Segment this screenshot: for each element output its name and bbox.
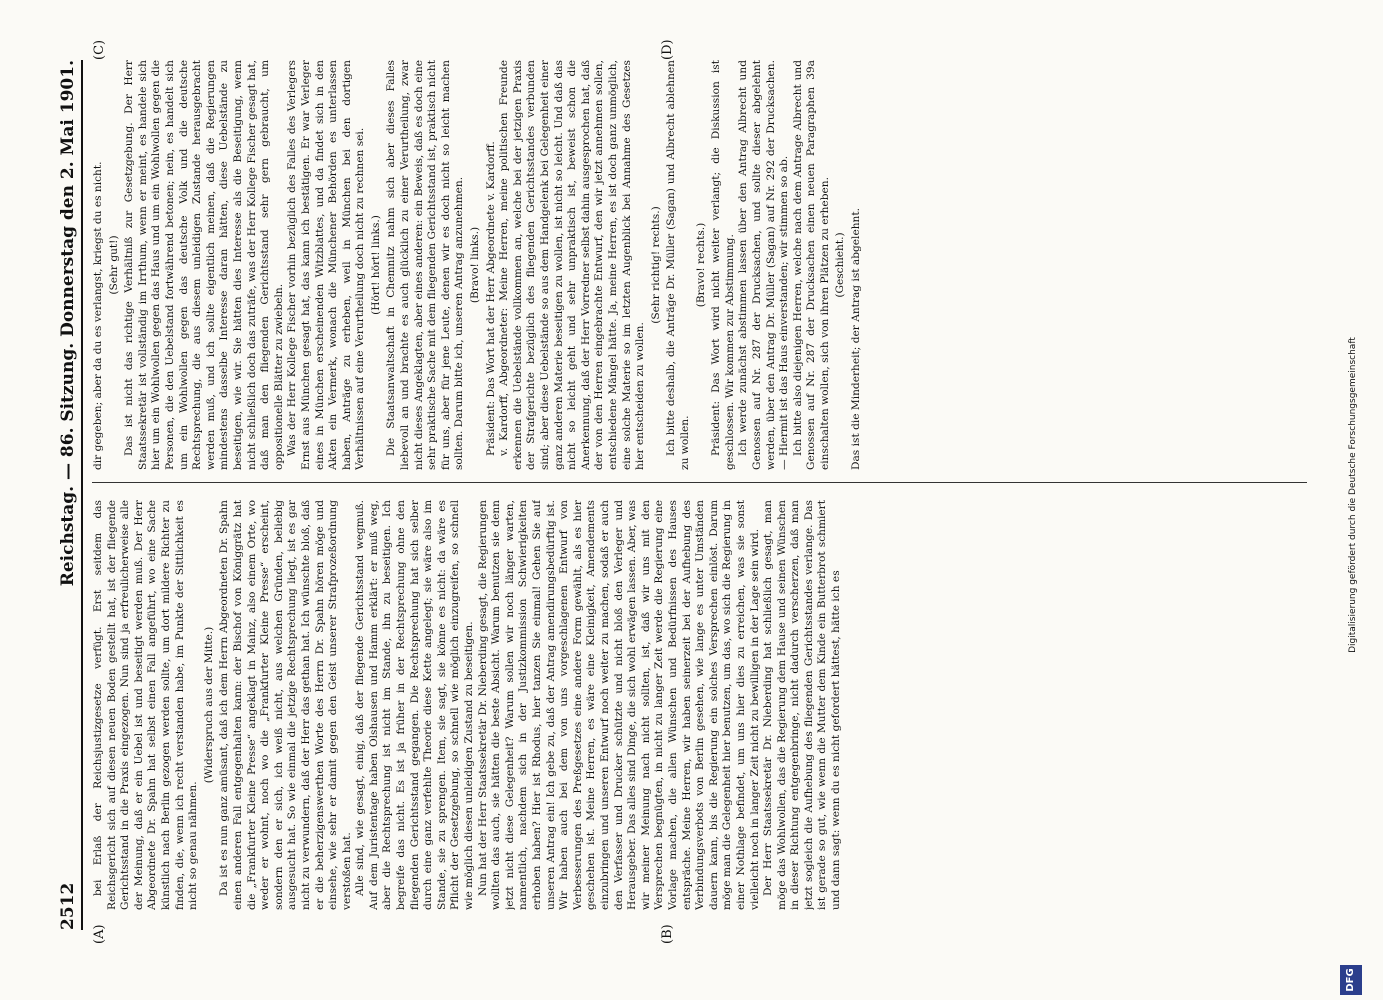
- paragraph: Der Herr Staatssekretär Dr. Nieberding hat schließlich gesagt, man möge das Wohlwollen, das die Regierung dem Hause und seinen Wünschen in dieser Richtung entgegenbringe, nicht dadurch verscherzen, daß man jetzt sogleich die Aufhebung des fliegenden Gerichtsstandes verlange. Das ist gerade so gut, wie wenn die Mutter dem Kinde ein Butterbrot schmiert und dann sagt: wenn du es nicht gefordert hättest, hätte ich es: [762, 500, 843, 910]
- paragraph: dir gegeben; aber da du es verlangst, kriegst du es nicht.: [92, 161, 104, 470]
- paragraph: Ich werde zunächst abstimmen lassen über den Antrag Albrecht und Genossen auf Nr. 287 der Drucksachen, und sollte dieser abgelehnt werden, über den Antrag Dr. Müller (Sagan) auf Nr. 292 der Drucksachen. — Hiermit ist das Haus einverstanden; wir stimmen so ab.: [737, 60, 791, 470]
- paragraph: Das ist die Minderheit; der Antrag ist abgelehnt.: [850, 208, 863, 470]
- paragraph: Das ist nicht das richtige Verhältniß zur Gesetzgebung. Der Herr Staatssekretär ist vollständig im Irrthum, wenn er meint, es handele sich hier um ein Wohlwollen gegen das Haus und um ein Wohlwollen gegen die Personen, die den Uebelstand fortwährend betonen; nein, es handelt sich um ein Wohlwollen gegen das deutsche Volk und die deutsche Rechtsprechung, die aus diesem unleidigen Zustande herausgebracht werden muß, und ich sollte eigentlich meinen, daß die Regierungen mindestens dasselbe Interesse daran hätten, diese Uebelstände zu beseitigen, wie wir. Sie hätten dies Interesse als die Beseitigung, wenn nicht schließlich doch das zuträfe, was der Herr Kollege Fischer gesagt hat, daß man den fliegenden Gerichtsstand sehr gern gebraucht, um oppositionelle Blätter zu zwiebeln.: [123, 60, 285, 470]
- margin-marker-d: (D): [660, 39, 675, 60]
- paragraph: Nun hat der Herr Staatssekretär Dr. Nieberding gesagt, die Regierungen wollten das auch, sie hätten die beste Absicht. Warum benutzen sie denn jetzt nicht diese Gelegenheit? Warum sollen wir noch länger warten, namentlich, nachdem sich in der Justizkommission Schwierigkeiten erhoben haben? Hier ist Rhodus, hier tanzen Sie einmal! Gehen Sie auf unseren Antrag ein! Ich gebe zu, daß der Antrag amendirungsbedürftig ist. Wir haben auch bei dem von uns vorgeschlagenen Entwurf von Verbesserungen des Preßgesetzes eine andere Form gewählt, als es hier geschehen ist. Meine Herren, es wäre eine Kleinigkeit, Amendements einzubringen und unseren Entwurf noch weiter zu machen, sodaß er auch den Verfasser und Drucker schützte und nicht bloß den Verleger und Herausgeber. Das alles sind Dinge, die sich wohl erwägen lassen. Aber, was wir meiner Meinung nach nicht sollten, ist, daß wir uns mit den Versprechen begnügten, in nicht zu langer Zeit werde die Regierung eine Vorlage machen, die allen Wünschen und Bedürfnissen des Hauses entspräche. Meine Herren, wir haben seinerzeit bei der Aufhebung des Verbindungsverbots von Berlin gesehen, wie lange es unter Umständen dauern kann, bis die Regierung ein solches Versprechen einlöst. Darum möge man die Gelegenheit hier benutzen, um das, wo sich die Regierung in einer Nothlage befindet, um uns hier dies zu erreichen, was sie sonst vielleicht noch in langer Zeit nicht zu bewilligen in der Lage sein wird.: [476, 500, 761, 910]
- interjection: (Bravo! rechts.): [694, 222, 707, 308]
- margin-marker-a: (A): [92, 924, 107, 944]
- interjection: (Hört! hört! links.): [369, 215, 382, 315]
- page-number: 2512: [58, 882, 78, 930]
- paragraph: Ich bitte deshalb, die Anträge Dr. Müller (Sagan) und Albrecht ablehnen zu wollen.: [665, 60, 691, 470]
- paragraph: v. Kardorff, Abgeordneter: Meine Herren, meine politischen Freunde erkennen die Uebelstände vollkommen an, welche bei der jetzigen Praxis der Strafgerichte bezüglich des fliegenden Gerichtsstandes verbunden sind; aber diese Uebelstände so aus dem Handgelenk bei Gelegenheit einer ganz anderen Materie beseitigen zu wollen, ist nicht so leicht. Und daß das nicht so leicht geht und sehr unpraktisch ist, beweist schon die Anerkennung, daß der Herr Vorredner selbst dahin ausgesprochen hat, daß der von den Herren eingebrachte Entwurf, den wir jetzt annehmen sollen, entschiedene Mängel hätte. Ja, meine Herren, es ist doch ganz unmöglich, eine solche Materie so im letzten Augenblick bei Annahme des Gesetzes hier entscheiden zu wollen.: [498, 60, 647, 470]
- paragraph: Präsident: Das Wort wird nicht weiter verlangt; die Diskussion ist geschlossen. Wir kommen zur Abstimmung.: [710, 60, 736, 470]
- dfg-logo: DFG: [1340, 965, 1362, 995]
- paragraph: Präsident: Das Wort hat der Herr Abgeordnete v. Kardorff.: [484, 141, 497, 456]
- paragraph: Ich bitte also diejenigen Herren, welche nach dem Antrage Albrecht und Genossen auf Nr. 287 der Drucksachen einen neuen Paragraphen 39a einschalten wollen, sich von ihren Plätzen zu erheben.: [791, 60, 831, 470]
- interjection: (Widerspruch aus der Mitte.): [202, 626, 215, 784]
- paragraph: Die Staatsanwaltschaft in Chemnitz nahm sich aber dieses Falles liebevoll an und brachte es auch glücklich zu einer Verurtheilung, zwar nicht dieses Angeklagten, aber eines anderen: ein Beweis, daß es doch eine sehr praktische Sache mit dem fliegenden Gerichtsstand ist, praktisch nicht für uns, aber für jene Leute, denen wir es doch nicht so leicht machen sollten. Darum bitte ich, unseren Antrag anzunehmen.: [385, 60, 466, 470]
- interjection: (Sehr richtig! rechts.): [649, 206, 662, 324]
- right-text-column: [92, 60, 1307, 470]
- paragraph: Da ist es nun ganz amüsant, daß ich dem Herrn Abgeordneten Dr. Spahn einen anderen Fall entgegenhalten kann: der Bischof von Königgrätz hat die „Frankfurter Kleine Presse“ angeklagt in Mainz, also einem Orte, wo weder er wohnt, noch wo die „Frankfurter Kleine Presse“ erscheint, sondern den er sich, ich weiß nicht, aus welchen Gründen, beliebig ausgesucht hat. So wie einmal die jetzige Rechtsprechung liegt, ist es gar nicht zu verwundern, daß der Herr das gethan hat. Ich wünschte bloß, daß er die beherzigenswerthen Worte des Herrn Dr. Spahn hören möge und einsehe, wie sehr er damit gegen den Geist unserer Strafprozeßordnung verstoßen hat.: [218, 500, 353, 910]
- page-title: Reichstag. — 86. Sitzung. Donnerstag den 2. Mai 1901.: [58, 60, 78, 587]
- page-header: [55, 60, 83, 930]
- margin-marker-b: (B): [660, 924, 675, 944]
- interjection: (Sehr gut!): [107, 235, 120, 295]
- interjection: (Bravo! links.): [469, 226, 482, 304]
- left-text-column: [92, 500, 1307, 910]
- digitization-note: Digitalisierung gefördert durch die Deutsche Forschungsgemeinschaft: [1348, 337, 1358, 653]
- column-divider: [92, 482, 1307, 483]
- paragraph: Alle sind, wie gesagt, einig, daß der fliegende Gerichtsstand wegmuß. Auf dem Juristentage haben Olshausen und Hamm erklärt: er muß weg, aber die Rechtsprechung ist nicht im Stande, ihn zu beseitigen. Ich begreife das nicht. Es ist ja früher in der Rechtsprechung ohne den fliegenden Gerichtsstand gegangen. Die Rechtsprechung hat sich selber durch eine ganz verfehlte Theorie diese Kette angelegt; sie wäre also im Stande, sie zu sprengen. Item, sie sagt, sie könne es nicht: da wäre es Pflicht der Gesetzgebung, so schnell wie möglich einzugreifen, so schnell wie möglich diesen unleidigen Zustand zu beseitigen.: [354, 500, 476, 910]
- paragraph: Was der Herr Kollege Fischer vorhin bezüglich des Falles des Verlegers Ernst aus München gesagt hat, das kann ich bestätigen. Er war Verleger eines in München erscheinenden Witzblattes, und da findet sich in den Akten ein Vermerk, wonach die Münchener Behörden es unterlassen haben, Anträge zu erheben, weil in München bei den dortigen Verhältnissen auf eine Verurtheilung doch nicht zu rechnen sei.: [286, 60, 367, 470]
- margin-marker-c: (C): [92, 39, 107, 60]
- paragraph: bei Erlaß der Reichsjustizgesetze verfügt. Erst seitdem das Reichsgericht sich auf diesen neuen Boden gestellt hat, ist der fliegende Gerichtsstand in die Praxis eingezogen. Nun sind ja erfreulicherweise alle der Meinung, daß er ein Uebel ist und beseitigt werden muß. Der Herr Abgeordnete Dr. Spahn hat selbst einen Fall angeführt, wo eine Sache künstlich nach Berlin gezogen werden sollte, um dort mildere Richter zu finden, die, wenn ich recht verstanden habe, im Punkte der Sittlichkeit es nicht so genau nähmen.: [92, 500, 200, 910]
- interjection: (Geschieht.): [834, 232, 847, 298]
